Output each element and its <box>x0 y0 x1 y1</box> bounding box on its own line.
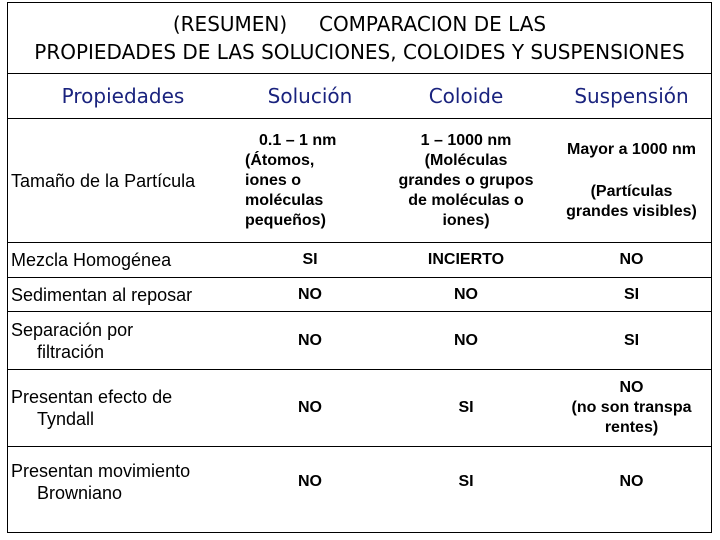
colloid-cell: INCIERTO <box>381 243 551 278</box>
solution-cell: NO <box>239 370 381 447</box>
suspension-size-cell <box>551 119 712 243</box>
colloid-size-cell <box>381 119 551 243</box>
property-line: Presentan movimiento <box>11 460 191 481</box>
colloid-cell: NO <box>381 278 551 312</box>
suspension-cell <box>551 370 712 447</box>
cell-line: de moléculas o <box>408 191 524 209</box>
table-row <box>7 119 712 243</box>
colloid-cell: SI <box>381 447 551 517</box>
comparison-table <box>7 74 712 517</box>
cell-line: moléculas <box>245 191 324 209</box>
header-suspension: Suspensión <box>574 84 689 108</box>
header-solution: Solución <box>267 84 353 108</box>
colloid-cell: SI <box>381 370 551 447</box>
header-row <box>7 74 712 119</box>
property-cell <box>7 447 239 517</box>
cell-line: rentes) <box>604 419 659 436</box>
cell-line: 1 – 1000 nm <box>420 131 512 149</box>
suspension-cell: SI <box>551 278 712 312</box>
solution-cell: NO <box>239 447 381 517</box>
table-row <box>7 370 712 447</box>
cell-line: Mayor a 1000 nm <box>567 140 696 158</box>
property-line: filtración <box>37 341 105 362</box>
title-line-2: PROPIEDADES DE LAS SOLUCIONES, COLOIDES Y SUSPENSIONES <box>34 40 685 64</box>
cell-line: grandes visibles) <box>566 202 697 220</box>
property-cell: Tamaño de la Partícula <box>7 119 239 243</box>
property-line: Presentan efecto de <box>11 387 173 407</box>
property-cell <box>7 370 239 447</box>
title-line-1: (RESUMEN) COMPARACION DE LAS <box>172 12 547 36</box>
solution-cell: NO <box>239 312 381 370</box>
suspension-cell: SI <box>551 312 712 370</box>
property-line: Tyndall <box>37 409 95 429</box>
table-row <box>7 447 712 517</box>
cell-line: iones) <box>442 211 490 229</box>
property-line: Browniano <box>37 482 123 503</box>
cell-line: 0.1 – 1 nm <box>259 131 337 149</box>
cell-line: (Partículas <box>590 182 673 200</box>
property-line: Separación por <box>11 319 134 340</box>
cell-line: (Átomos, <box>245 151 315 169</box>
solution-cell: NO <box>239 278 381 312</box>
suspension-cell: NO <box>551 447 712 517</box>
property-cell: Sedimentan al reposar <box>7 278 239 312</box>
document-title <box>7 2 712 74</box>
property-cell: Mezcla Homogénea <box>7 243 239 278</box>
solution-cell: SI <box>239 243 381 278</box>
cell-line: (no son transpa <box>571 399 692 416</box>
header-colloid: Coloide <box>428 84 504 108</box>
solution-size-cell <box>239 119 381 243</box>
cell-line: iones o <box>245 171 302 189</box>
cell-line: pequeños) <box>245 211 326 229</box>
property-cell <box>7 312 239 370</box>
cell-line: NO <box>619 379 644 396</box>
table-row <box>7 278 712 312</box>
suspension-cell: NO <box>551 243 712 278</box>
header-properties: Propiedades <box>61 84 185 108</box>
colloid-cell: NO <box>381 312 551 370</box>
table-row <box>7 243 712 278</box>
cell-line: grandes o grupos <box>398 171 534 189</box>
table-row <box>7 312 712 370</box>
cell-line: (Moléculas <box>424 151 508 169</box>
